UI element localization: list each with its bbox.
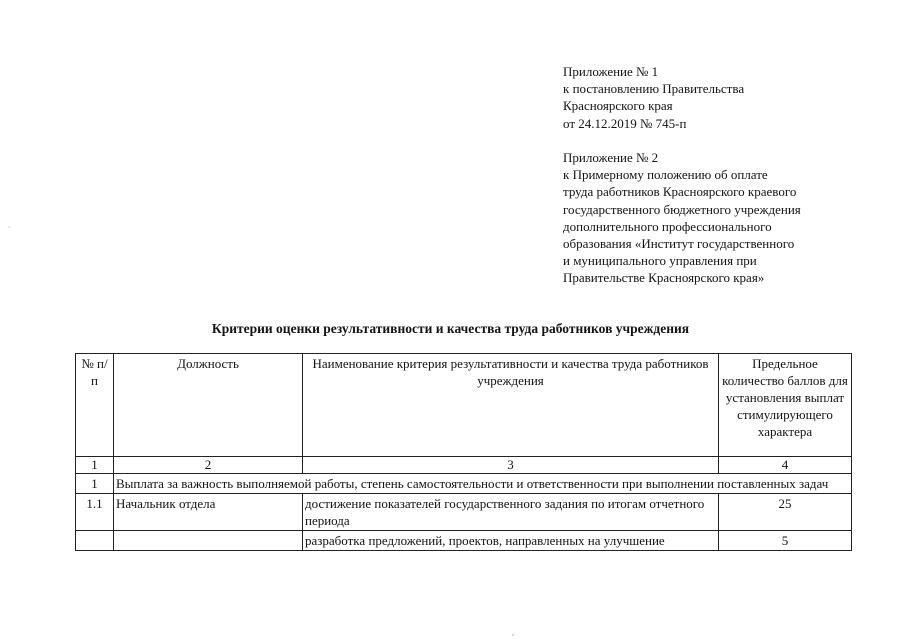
appendix-1-block bbox=[563, 63, 744, 132]
section-text: Выплата за важность выполняемой работы, степень самостоятельности и ответственности при выполнении поставленных задач bbox=[114, 474, 852, 494]
column-number: 2 bbox=[114, 457, 303, 474]
column-number: 3 bbox=[303, 457, 719, 474]
header-max-points: Предельное количество баллов для установления выплат стимулирующего характера bbox=[719, 354, 852, 457]
column-number-row bbox=[76, 457, 852, 474]
appendix-1-line: Красноярского края bbox=[563, 98, 673, 114]
appendix-2-block bbox=[563, 149, 801, 287]
row-points: 5 bbox=[719, 531, 852, 551]
header-criterion: Наименование критерия результативности и качества труда работников учреждения bbox=[303, 354, 719, 457]
row-position: Начальник отдела bbox=[114, 494, 303, 531]
column-number: 1 bbox=[76, 457, 114, 474]
appendix-2-line: и муниципального управления при bbox=[563, 253, 757, 269]
scan-speck bbox=[512, 634, 514, 636]
section-number: 1 bbox=[76, 474, 114, 494]
row-criterion: разработка предложений, проектов, направленных на улучшение bbox=[303, 531, 719, 551]
appendix-2-line: труда работников Красноярского краевого bbox=[563, 184, 797, 200]
appendix-2-line: Приложение № 2 bbox=[563, 150, 659, 165]
appendix-1-line: от 24.12.2019 № 745-п bbox=[563, 115, 687, 131]
table-row bbox=[76, 494, 852, 531]
row-criterion: достижение показателей государственного задания по итогам отчетного периода bbox=[303, 494, 719, 531]
appendix-2-line: образования «Институт государственного bbox=[563, 236, 795, 252]
section-row bbox=[76, 474, 852, 494]
criteria-table bbox=[75, 353, 852, 551]
appendix-2-line: дополнительного профессионального bbox=[563, 218, 772, 234]
scan-speck bbox=[8, 226, 10, 228]
row-position bbox=[114, 531, 303, 551]
column-number: 4 bbox=[719, 457, 852, 474]
row-number: 1.1 bbox=[76, 494, 114, 531]
row-number bbox=[76, 531, 114, 551]
appendix-2-line: к Примерному положению об оплате bbox=[563, 167, 768, 183]
table-row bbox=[76, 531, 852, 551]
header-position: Должность bbox=[114, 354, 303, 457]
row-points: 25 bbox=[719, 494, 852, 531]
appendix-2-line: государственного бюджетного учреждения bbox=[563, 201, 801, 217]
table-header-row bbox=[76, 354, 852, 457]
appendix-2-line: Правительстве Красноярского края» bbox=[563, 270, 765, 286]
header-number: № п/п bbox=[76, 354, 114, 457]
appendix-1-line: к постановлению Правительства bbox=[563, 81, 745, 97]
appendix-1-line: Приложение № 1 bbox=[563, 64, 659, 79]
document-title: Критерии оценки результативности и качества труда работников учреждения bbox=[211, 321, 690, 336]
